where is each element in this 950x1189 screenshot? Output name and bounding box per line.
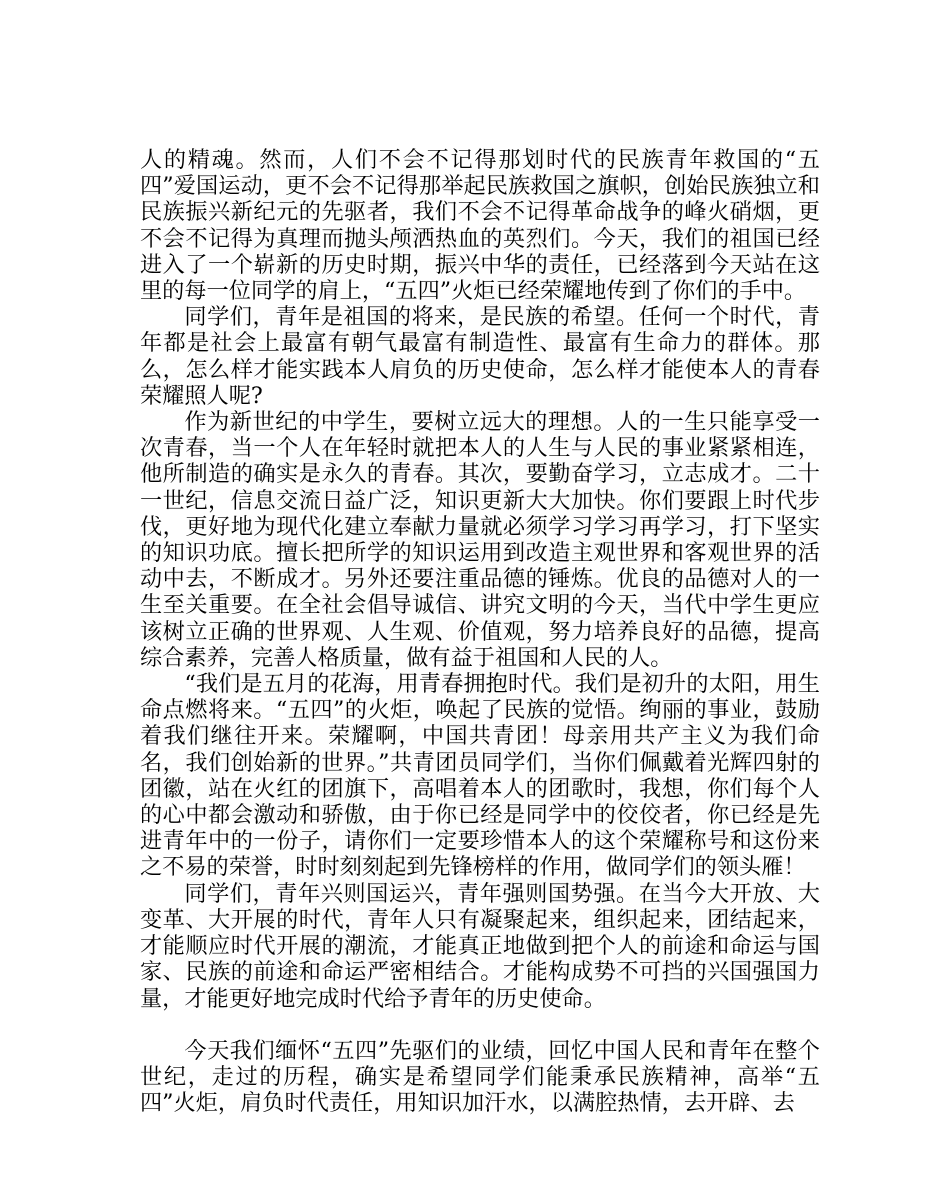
document-body [140, 147, 820, 1117]
paragraph-gap [140, 1012, 820, 1038]
paragraph-1: 人的精魂。然而，人们不会不记得那划时代的民族青年救国的“五四”爱国运动，更不会不记得那举起民族救国之旗帜，创始民族独立和民族振兴新纪元的先驱者，我们不会不记得革命战争的峰火硝烟，更不会不记得为真理而抛头颅洒热血的英烈们。今天，我们的祖国已经进入了一个崭新的历史时期，振兴中华的责任，已经落到今天站在这里的每一位同学的肩上，“五四”火炬已经荣耀地传到了你们的手中。 [140, 147, 820, 305]
paragraph-4: “我们是五月的花海，用青春拥抱时代。我们是初升的太阳，用生命点燃将来。“五四”的火炬，唤起了民族的觉悟。绚丽的事业，鼓励着我们继往开来。荣耀啊，中国共青团！母亲用共产主义为我们命名，我们创始新的世界。”共青团员同学们，当你们佩戴着光辉四射的团徽，站在火红的团旗下，高唱着本人的团歌时，我想，你们每个人的心中都会激动和骄傲，由于你已经是同学中的佼佼者，你已经是先进青年中的一份子，请你们一定要珍惜本人的这个荣耀称号和这份来之不易的荣誉，时时刻刻起到先锋榜样的作用，做同学们的领头雁！ [140, 671, 820, 881]
paragraph-2: 同学们，青年是祖国的将来，是民族的希望。任何一个时代，青年都是社会上最富有朝气最富有制造性、最富有生命力的群体。那么，怎么样才能实践本人肩负的历史使命，怎么样才能使本人的青春荣耀照人呢? [140, 304, 820, 409]
paragraph-5: 同学们，青年兴则国运兴，青年强则国势强。在当今大开放、大变革、大开展的时代，青年人只有凝聚起来，组织起来，团结起来，才能顺应时代开展的潮流，才能真正地做到把个人的前途和命运与国家、民族的前途和命运严密相结合。才能构成势不可挡的兴国强国力量，才能更好地完成时代给予青年的历史使命。 [140, 880, 820, 1012]
paragraph-3: 作为新世纪的中学生，要树立远大的理想。人的一生只能享受一次青春，当一个人在年轻时就把本人的人生与人民的事业紧紧相连，他所制造的确实是永久的青春。其次，要勤奋学习，立志成才。二十一世纪，信息交流日益广泛，知识更新大大加快。你们要跟上时代步伐，更好地为现代化建立奉献力量就必须学习学习再学习，打下坚实的知识功底。擅长把所学的知识运用到改造主观世界和客观世界的活动中去，不断成才。另外还要注重品德的锤炼。优良的品德对人的一生至关重要。在全社会倡导诚信、讲究文明的今天，当代中学生更应该树立正确的世界观、人生观、价值观，努力培养良好的品德，提高综合素养，完善人格质量，做有益于祖国和人民的人。 [140, 409, 820, 671]
paragraph-6: 今天我们缅怀“五四”先驱们的业绩，回忆中国人民和青年在整个世纪，走过的历程，确实是希望同学们能秉承民族精神，高举“五四”火炬，肩负时代责任，用知识加汗水，以满腔热情，去开辟、去 [140, 1037, 820, 1117]
